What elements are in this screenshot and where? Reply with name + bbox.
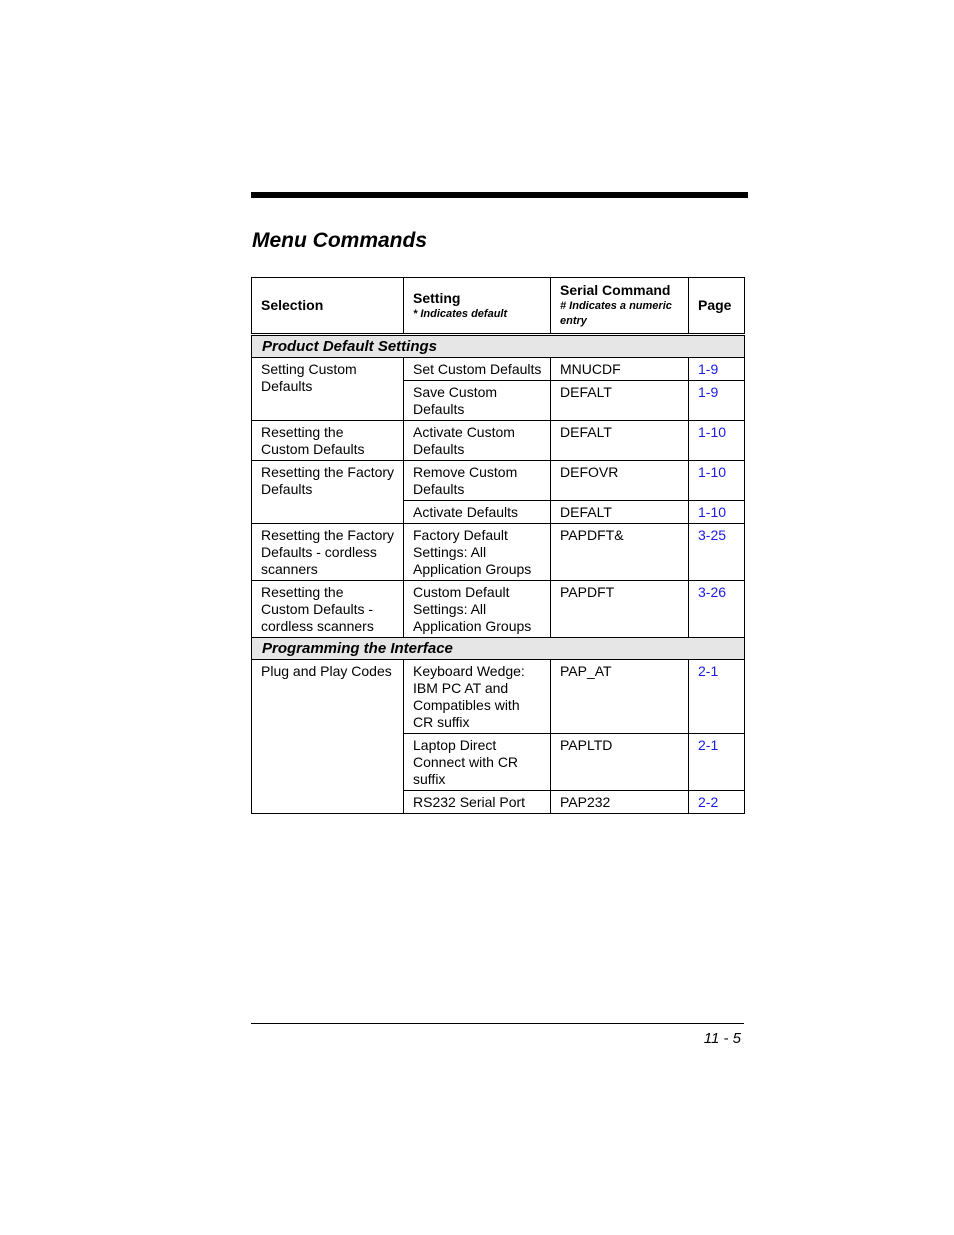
cell-page	[689, 381, 745, 421]
cell-page	[689, 524, 745, 581]
cell-selection: Resetting the Factory Defaults - cordless scanners	[252, 524, 404, 581]
header-row	[252, 278, 745, 335]
page-link[interactable]: 1-10	[698, 464, 727, 480]
header-selection: Selection	[252, 278, 404, 335]
header-setting-note: * Indicates default	[413, 307, 508, 320]
cell-selection: Plug and Play Codes	[252, 660, 404, 814]
page-link[interactable]: 1-10	[698, 424, 727, 440]
cell-serial-command: MNUCDF	[551, 358, 689, 381]
table-row	[252, 581, 745, 638]
cell-setting: Keyboard Wedge: IBM PC AT and Compatibles with CR suffix	[404, 660, 551, 734]
cell-serial-command: PAP_AT	[551, 660, 689, 734]
page-title: Menu Commands	[252, 229, 428, 252]
cell-page	[689, 421, 745, 461]
cell-setting: Factory Default Settings: All Application Groups	[404, 524, 551, 581]
cell-setting: Activate Custom Defaults	[404, 421, 551, 461]
menu-commands-table	[251, 277, 745, 814]
table-row	[252, 660, 745, 734]
page-number: 11 - 5	[703, 1030, 741, 1047]
page-link[interactable]: 3-25	[698, 527, 727, 543]
table-row	[252, 421, 745, 461]
cell-setting: RS232 Serial Port	[404, 791, 551, 814]
section-programming-the-interface: Programming the Interface	[252, 638, 745, 660]
section-row	[252, 335, 745, 358]
header-serial-command: Serial Command # Indicates a numeric entry	[551, 278, 689, 335]
cell-serial-command: PAPDFT&	[551, 524, 689, 581]
cell-selection: Resetting the Custom Defaults - cordless scanners	[252, 581, 404, 638]
cell-serial-command: DEFALT	[551, 381, 689, 421]
cell-serial-command: PAPLTD	[551, 734, 689, 791]
cell-setting: Remove Custom Defaults	[404, 461, 551, 501]
page-link[interactable]: 2-1	[698, 663, 719, 679]
cell-setting: Laptop Direct Connect with CR suffix	[404, 734, 551, 791]
header-page: Page	[689, 278, 745, 335]
page-link[interactable]: 1-10	[698, 504, 727, 520]
cell-page	[689, 791, 745, 814]
cell-page	[689, 734, 745, 791]
cell-page	[689, 358, 745, 381]
cell-page	[689, 501, 745, 524]
page-link[interactable]: 2-2	[698, 794, 719, 810]
cell-serial-command: DEFOVR	[551, 461, 689, 501]
cell-setting: Save Custom Defaults	[404, 381, 551, 421]
page-link[interactable]: 1-9	[698, 384, 719, 400]
top-rule	[251, 192, 748, 198]
page-link[interactable]: 2-1	[698, 737, 719, 753]
header-setting: Setting * Indicates default	[404, 278, 551, 335]
cell-page	[689, 660, 745, 734]
cell-page	[689, 581, 745, 638]
cell-setting: Custom Default Settings: All Application Groups	[404, 581, 551, 638]
table-row	[252, 358, 745, 381]
cell-serial-command: PAP232	[551, 791, 689, 814]
table-row	[252, 461, 745, 501]
section-product-default-settings: Product Default Settings	[252, 335, 745, 358]
table-row	[252, 524, 745, 581]
cell-serial-command: DEFALT	[551, 501, 689, 524]
header-serial-note: # Indicates a numeric entry	[560, 300, 672, 327]
footer-rule	[251, 1023, 744, 1024]
page-link[interactable]: 3-26	[698, 584, 727, 600]
cell-serial-command: DEFALT	[551, 421, 689, 461]
cell-page	[689, 461, 745, 501]
cell-selection: Setting Custom Defaults	[252, 358, 404, 421]
cell-selection: Resetting the Custom Defaults	[252, 421, 404, 461]
section-row	[252, 638, 745, 660]
cell-setting: Activate Defaults	[404, 501, 551, 524]
page-link[interactable]: 1-9	[698, 361, 719, 377]
cell-setting: Set Custom Defaults	[404, 358, 551, 381]
cell-selection: Resetting the Factory Defaults	[252, 461, 404, 524]
cell-serial-command: PAPDFT	[551, 581, 689, 638]
